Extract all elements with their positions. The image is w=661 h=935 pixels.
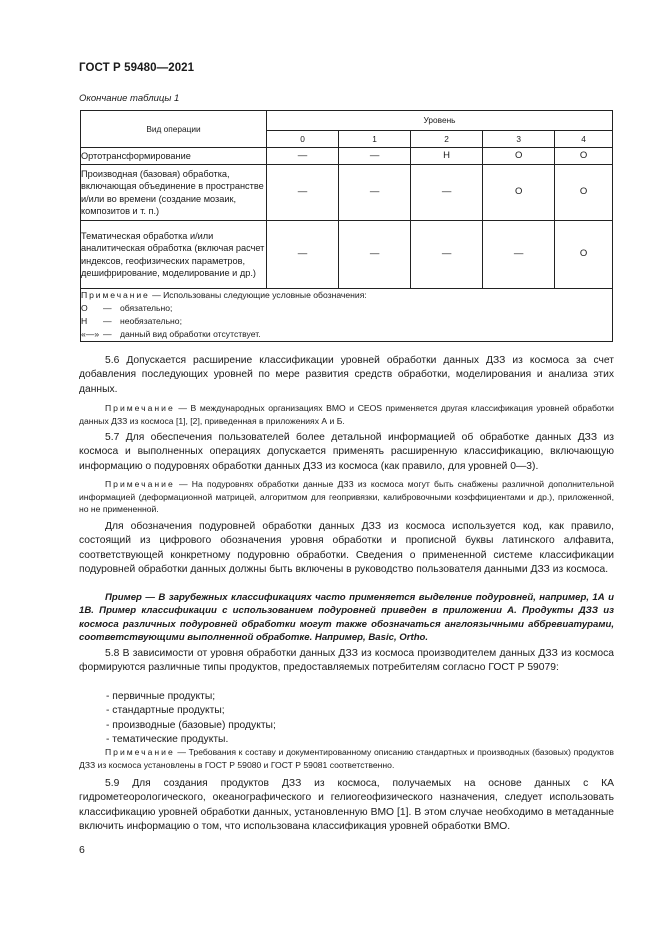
- operation-cell: Ортотрансформирование: [81, 148, 267, 165]
- level-cell: —: [411, 165, 483, 221]
- column-header-operation: Вид операции: [81, 111, 267, 148]
- legend-item: [81, 328, 612, 341]
- legend-key: Н: [81, 316, 88, 326]
- paragraph-5-8: 5.8 В зависимости от уровня обработки данных ДЗЗ из космоса производителем данных ДЗЗ из космоса формируются различные типы продуктов, предоставляемых потребителям согласно ГОСТ Р 59079:: [79, 648, 614, 674]
- level-1-header: 1: [339, 131, 411, 148]
- level-cell: —: [267, 148, 339, 165]
- level-cell: —: [483, 221, 555, 289]
- note-5-6: [79, 402, 614, 427]
- level-cell: О: [555, 221, 613, 289]
- paragraph-sublevel-code: Для обозначения подуровней обработки данных ДЗЗ из космоса используется код, как правило, состоящий из цифрового обозначения уровня обработки и прописной буквы латинского алфавита, соответствующей конкретному подуровню обработки. Сведения о примененной системе классификации подуровней обработки данных должны быть включены в руководство пользователя данными ДЗЗ из космоса.: [79, 521, 614, 575]
- page-number: 6: [79, 844, 85, 856]
- level-4-header: 4: [555, 131, 613, 148]
- note-text: — В международных организациях ВМО и CEOS применяется другая классификация уровней обработки данных ДЗЗ из космоса [1], [2], приведенная в приложениях А и Б.: [79, 403, 614, 426]
- legend-item: [81, 315, 612, 328]
- level-cell: —: [411, 221, 483, 289]
- standard-designation: ГОСТ Р 59480—2021: [79, 62, 195, 74]
- operation-cell: Производная (базовая) обработка, включающая объединение в пространстве и/или во времени (создание мозаик, композитов и т. п.): [81, 165, 267, 221]
- note-5-7: [79, 478, 614, 516]
- level-cell: —: [339, 221, 411, 289]
- legend-key: О: [81, 303, 88, 313]
- legend-desc: необязательно;: [120, 316, 182, 326]
- column-header-level: Уровень: [267, 111, 613, 131]
- paragraph-5-9: 5.9 Для создания продуктов ДЗЗ из космоса, получаемых на основе данных с КА гидрометеорологического, океанографического и гелиогеофизического назначения, следует использовать классификацию уровней обработки данных, установленную ВМО [1]. В этом случае необходимо в метаданные включить информацию о том, что использована классификация уровней обработки ВМО.: [79, 778, 614, 832]
- table-row: [81, 221, 613, 289]
- level-cell: Н: [411, 148, 483, 165]
- level-cell: —: [267, 165, 339, 221]
- level-0-header: 0: [267, 131, 339, 148]
- table-note: [81, 289, 613, 342]
- list-item: - первичные продукты;: [106, 691, 216, 702]
- table-row: [81, 148, 613, 165]
- levels-table: [80, 110, 613, 342]
- note-5-8: [79, 746, 614, 771]
- product-type-list: [106, 690, 276, 747]
- list-item: - стандартные продукты;: [106, 705, 225, 717]
- level-cell: О: [483, 148, 555, 165]
- note-text: — Использованы следующие условные обозначения:: [152, 290, 367, 300]
- level-cell: О: [483, 165, 555, 221]
- legend-desc: обязательно;: [120, 303, 173, 313]
- legend-key: «—»: [81, 329, 100, 339]
- legend-dash: —: [103, 316, 112, 326]
- note-label: Примечание: [81, 290, 150, 300]
- list-item: - тематические продукты.: [106, 733, 229, 745]
- table-note-row: [81, 289, 613, 342]
- note-label: Примечание: [105, 403, 175, 413]
- note-label: Примечание: [105, 747, 175, 757]
- level-cell: —: [267, 221, 339, 289]
- table-row: [81, 165, 613, 221]
- paragraph-5-7: 5.7 Для обеспечения пользователей более детальной информацией об обработке данных ДЗЗ из космоса и выполненных операциях допускается применять расширенную классификацию, включающую информацию о подуровнях обработки данных ДЗЗ из космоса (как правило, для уровней 0—3).: [79, 432, 614, 472]
- table-caption: Окончание таблицы 1: [79, 93, 180, 104]
- note-text: — Требования к составу и документированному описанию стандартных и производных (базовых) продуктов ДЗЗ из космоса установлены в ГОСТ Р 59080 и ГОСТ Р 59081 соответственно.: [79, 747, 614, 770]
- operation-cell: Тематическая обработка и/или аналитическая обработка (включая расчет индексов, геофизических параметров, дешифрирование, моделирование и др.): [81, 221, 267, 289]
- legend-dash: —: [103, 329, 112, 339]
- level-cell: О: [555, 148, 613, 165]
- example-text: Пример — В зарубежных классификациях часто применяется выделение подуровней, например, 1А и 1В. Пример классификации с использованием подуровней приведен в приложении А. Продукты ДЗЗ из космоса различных подуровней обработки могут также обозначаться англоязычными аббревиатурами, соответствующими выполненной обработке. Например, Basic, Ortho.: [79, 592, 614, 644]
- note-label: Примечание: [105, 479, 175, 489]
- level-3-header: 3: [483, 131, 555, 148]
- list-item: - производные (базовые) продукты;: [106, 719, 276, 731]
- level-2-header: 2: [411, 131, 483, 148]
- legend-item: [81, 302, 612, 315]
- note-text: — На подуровнях обработки данные ДЗЗ из космоса могут быть снабжены различной дополнительной информацией (деформационной матрицей, алгоритмом для геопривязки, калибровочными коэффициентами и др.), приложенной, но не примененной.: [79, 479, 614, 515]
- level-cell: О: [555, 165, 613, 221]
- level-cell: —: [339, 148, 411, 165]
- legend-desc: данный вид обработки отсутствует.: [120, 329, 261, 339]
- level-cell: —: [339, 165, 411, 221]
- legend-dash: —: [103, 303, 112, 313]
- paragraph-5-6: 5.6 Допускается расширение классификации уровней обработки данных ДЗЗ из космоса за счет добавления последующих уровней по мере развития средств обработки, моделирования и анализа этих данных.: [79, 355, 614, 395]
